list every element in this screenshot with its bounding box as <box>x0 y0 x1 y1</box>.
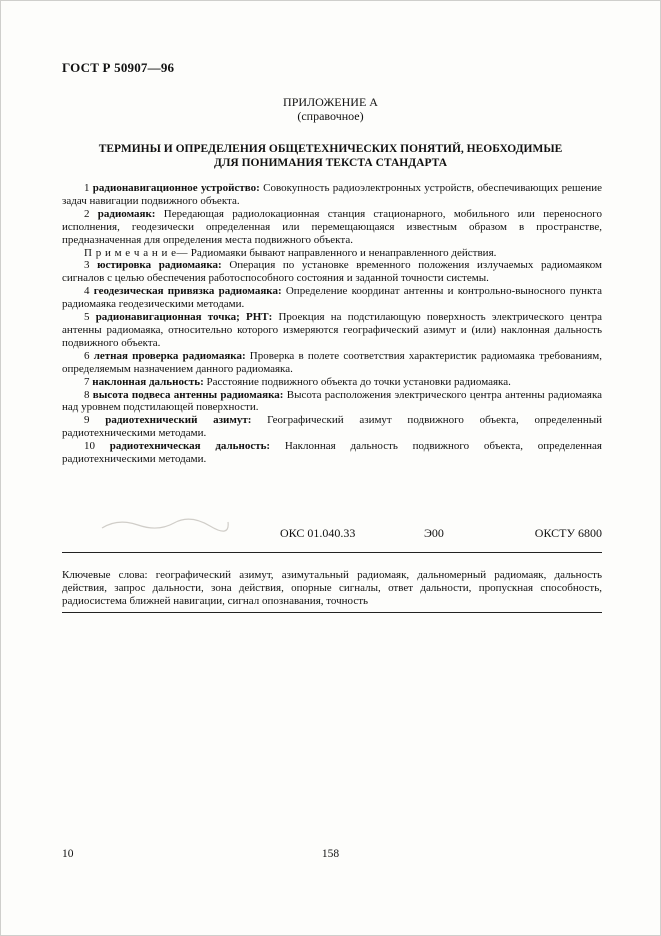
term-definition: Операция по установке временного положения излучаемых радиомаяком сигналов с целью обеспечения работоспособного состояния и заданной точности системы. <box>62 259 602 285</box>
term-name: летная проверка радиомаяка: <box>93 349 246 362</box>
section-title-line1: ТЕРМИНЫ И ОПРЕДЕЛЕНИЯ ОБЩЕТЕХНИЧЕСКИХ ПОНЯТИЙ, НЕОБХОДИМЫЕ <box>98 143 563 155</box>
term-name: высота подвеса антенны радиомаяка: <box>92 388 284 401</box>
e00-code: Э00 <box>424 526 444 540</box>
term-item <box>62 414 602 440</box>
appendix-subtitle: (справочное) <box>297 109 364 123</box>
term-name: радионавигационная точка; РНТ: <box>95 311 273 324</box>
term-name: юстировка радиомаяка: <box>97 259 222 272</box>
page-number-center: 158 <box>321 848 340 860</box>
page-number-left: 10 <box>62 848 74 860</box>
term-name: наклонная дальность: <box>92 375 204 388</box>
codes-row <box>62 526 602 542</box>
note-label: П р и м е ч а н и е— <box>84 246 188 259</box>
term-number: 6 <box>84 349 90 362</box>
appendix-title: ПРИЛОЖЕНИЕ А <box>283 95 378 109</box>
term-item <box>62 376 602 389</box>
term-definition: Совокупность радиоэлектронных устройств, обеспечивающих решение задач навигации подвижного объекта. <box>62 182 603 207</box>
note-paragraph <box>62 247 602 260</box>
term-item <box>62 285 602 311</box>
term-number: 5 <box>84 311 90 324</box>
term-item <box>62 182 602 208</box>
section-title <box>40 142 621 170</box>
term-item <box>62 440 602 466</box>
term-name: радионавигационное устройство: <box>92 182 260 194</box>
term-number: 7 <box>84 375 90 388</box>
term-definition: Проекция на подстилающую поверхность электрического центра антенны радиомаяка, относительно которого измеряются географический азимут и (или) наклонная дальность подвижного объекта. <box>62 311 603 349</box>
term-item <box>62 389 602 415</box>
doc-number: ГОСТ Р 50907—96 <box>62 60 175 75</box>
term-item <box>62 259 602 285</box>
term-number: 2 <box>84 207 90 220</box>
term-name: радиомаяк: <box>97 207 156 220</box>
section-title-line2: ДЛЯ ПОНИМАНИЯ ТЕКСТА СТАНДАРТА <box>213 157 448 169</box>
term-name: радиотехнический азимут: <box>105 414 252 427</box>
appendix-heading <box>0 95 661 123</box>
term-item <box>62 311 602 350</box>
term-definition: Расстояние подвижного объекта до точки установки радиомаяка. <box>206 375 511 388</box>
term-number: 9 <box>84 414 90 427</box>
terms-list <box>62 182 602 466</box>
term-definition: Географический азимут подвижного объекта, определенный радиотехническими методами. <box>62 414 602 440</box>
oks-code: ОКС 01.040.33 <box>280 526 356 540</box>
term-item <box>62 350 602 376</box>
term-definition: Определение координат антенны и контрольно-выносного пункта радиомаяка геодезическими методами. <box>62 285 602 311</box>
term-number: 10 <box>84 440 95 453</box>
term-definition: Проверка в полете соответствия характеристик радиомаяка требованиям, определяемым назначением данного радиомаяка. <box>62 349 602 375</box>
keywords-paragraph: Ключевые слова: географический азимут, азимутальный радиомаяк, дальномерный радиомаяк, дальность действия, запрос дальности, зона действия, опорные сигналы, ответ дальности, пропускная способность, радиосистема ближней навигации, сигнал опознавания, точность <box>62 569 602 607</box>
term-definition: Наклонная дальность подвижного объекта, определенная радиотехническими методами. <box>62 440 602 466</box>
term-definition: Передающая радиолокационная станция стационарного, мобильного или переносного исполнения, геодезически определенная или перемещающаяся известным образом в пространстве, предназначенная для определения места подвижного объекта. <box>62 207 603 246</box>
keywords-bottom-rule <box>62 612 602 613</box>
term-number: 4 <box>84 285 90 298</box>
term-definition: Высота расположения электрического центра антенны радиомаяка над уровнем подстилающей поверхности. <box>62 388 603 414</box>
note-text: Радиомаяки бывают направленного и ненаправленного действия. <box>190 246 497 259</box>
keywords-top-rule <box>62 552 602 553</box>
okstu-code: ОКСТУ 6800 <box>534 526 602 540</box>
term-number: 3 <box>84 259 90 272</box>
term-name: геодезическая привязка радиомаяка: <box>93 285 282 298</box>
term-name: радиотехническая дальность: <box>109 440 271 453</box>
term-number: 1 <box>84 182 90 194</box>
term-number: 8 <box>84 388 90 401</box>
term-item <box>62 208 602 247</box>
